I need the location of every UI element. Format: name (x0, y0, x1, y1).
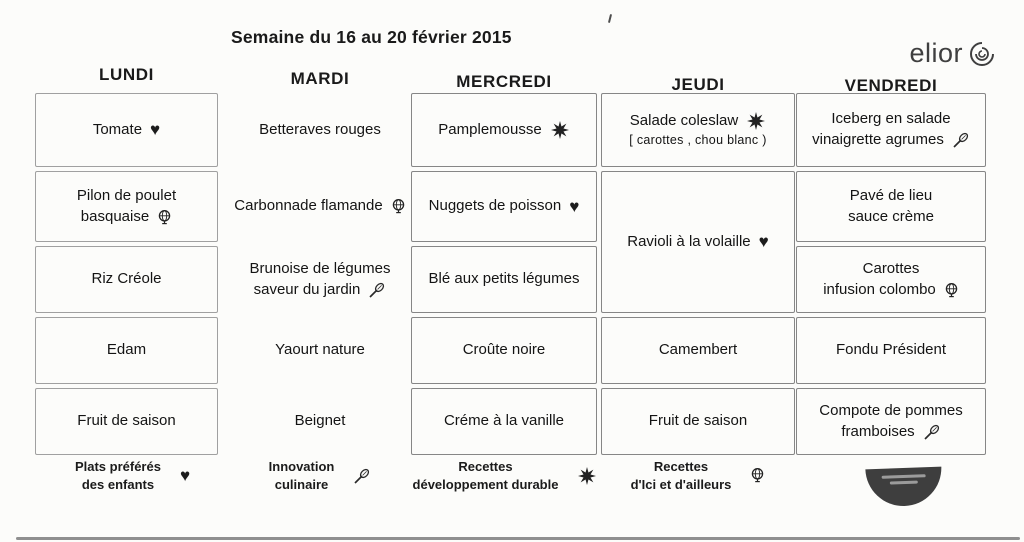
menu-cell (411, 171, 597, 242)
dish-line (250, 259, 391, 280)
dish-text: Tomate (92, 120, 143, 138)
menu-cell (796, 246, 986, 313)
star-icon (577, 466, 597, 486)
menu-cell (411, 388, 597, 455)
menu-cell (796, 171, 986, 242)
dish-line (463, 340, 546, 361)
legend-line: des enfants (81, 476, 155, 492)
dish-text: Pilon de poulet (76, 186, 177, 204)
dish-text: infusion colombo (823, 280, 936, 298)
menu-cell (227, 246, 413, 313)
heart-icon: ♥ (758, 232, 769, 252)
day-header-mardi: MARDI (290, 69, 350, 88)
legend-text (75, 458, 161, 493)
legend-line: culinaire (274, 476, 329, 492)
dish-text: Iceberg en salade (831, 110, 951, 128)
dish-text: Nuggets de poisson (428, 197, 562, 215)
menu-cell (227, 388, 413, 455)
legend-line: d'Ici et d'ailleurs (630, 476, 732, 492)
dish-line (234, 196, 405, 217)
menu-cell (796, 93, 986, 167)
stamp-logo (865, 467, 942, 508)
dish-line (831, 109, 950, 130)
dish-line (627, 232, 769, 253)
heart-icon: ♥ (150, 120, 161, 140)
dish-line (863, 259, 920, 280)
whisk-icon (952, 131, 970, 149)
dish-text: vinaigrette agrumes (812, 131, 944, 148)
menu-cell (411, 246, 597, 313)
whisk-icon (353, 467, 371, 485)
menu-cell (35, 171, 218, 242)
dish-text: Pavé de lieu (849, 186, 933, 204)
legend-line: développement durable (412, 476, 559, 492)
legend-line: Innovation (268, 459, 335, 474)
dish-line (259, 120, 381, 141)
dish-text: Créme à la vanille (443, 412, 565, 430)
dish-text: Ravioli à la volaille (627, 232, 751, 250)
menu-cell (227, 93, 413, 167)
legend-item (40, 458, 225, 493)
dish-line (429, 196, 580, 217)
day-column-vendredi (796, 60, 986, 459)
day-header-vendredi: VENDREDI (844, 76, 938, 95)
globe-icon (391, 198, 406, 214)
whisk-icon (368, 281, 386, 299)
dish-line (841, 422, 940, 443)
dish-text: Fruit de saison (648, 412, 748, 430)
stamp-mark (890, 481, 918, 485)
dish-text: Fruit de saison (77, 412, 176, 430)
dish-text: Camembert (658, 341, 738, 359)
legend-text (631, 458, 732, 493)
globe-icon (157, 209, 172, 225)
menu-cell (796, 388, 986, 455)
dish-text: Blé aux petits légumes (428, 270, 580, 288)
heart-icon: ♥ (569, 196, 580, 216)
dish-text: Yaourt nature (275, 341, 365, 359)
dish-line (438, 120, 569, 141)
dish-line (649, 411, 747, 432)
dish-text: Salade coleslaw (629, 112, 739, 130)
day-header-jeudi: JEUDI (671, 75, 725, 94)
globe-icon (944, 282, 959, 298)
dish-text: Fondu Président (835, 341, 947, 359)
dish-line (444, 411, 564, 432)
menu-cell (35, 93, 218, 167)
dish-line (850, 186, 933, 207)
menu-cell (601, 388, 795, 455)
legend-line: Recettes (653, 459, 709, 474)
menu-cell (35, 317, 218, 384)
star-icon (746, 111, 766, 131)
legend-text (269, 458, 335, 493)
dish-line (254, 280, 387, 301)
dish-text: Brunoise de légumes (249, 259, 391, 277)
menu-cell (35, 388, 218, 455)
dish-line (836, 340, 946, 361)
dish-text: Compote de pommes (819, 401, 963, 419)
dish-line (429, 269, 580, 290)
dish-text: saveur du jardin (253, 280, 361, 298)
dish-line (629, 132, 766, 149)
dish-line (659, 340, 737, 361)
stamp-mark (882, 474, 926, 479)
scan-edge-line (16, 537, 1020, 540)
heart-icon: ♥ (179, 466, 191, 486)
dish-text: framboises (841, 422, 915, 440)
legend-item (608, 458, 788, 493)
menu-cell (601, 171, 795, 313)
dish-text: Riz Créole (91, 270, 162, 288)
menu-cell (35, 246, 218, 313)
dish-line (848, 207, 934, 228)
menu-cell (227, 171, 413, 242)
scan-speck (608, 14, 612, 23)
day-header-lundi: LUNDI (99, 65, 154, 84)
globe-icon (750, 467, 765, 483)
legend-line: Plats préférés (74, 459, 161, 474)
day-header-mercredi: MERCREDI (456, 72, 552, 91)
dish-line (275, 340, 365, 361)
dish-text: Beignet (294, 412, 346, 430)
day-column-lundi (35, 60, 218, 459)
brand-name: elior (909, 38, 963, 68)
day-column-mardi (227, 60, 413, 459)
legend-line: Recettes (458, 459, 513, 474)
dish-text: Carottes (862, 259, 920, 277)
day-column-jeudi (601, 60, 795, 459)
dish-text: [ carottes , chou blanc ) (629, 132, 767, 147)
dish-line (823, 280, 959, 301)
dish-line (91, 269, 161, 290)
dish-line (93, 120, 160, 141)
dish-line (819, 401, 962, 422)
dish-line (630, 111, 766, 132)
star-icon (550, 120, 570, 140)
page-title: Semaine du 16 au 20 février 2015 (231, 27, 512, 47)
dish-line (107, 340, 146, 361)
legend-text (413, 458, 559, 493)
menu-cell (411, 317, 597, 384)
menu-cell (796, 317, 986, 384)
dish-line (77, 411, 175, 432)
dish-line (81, 207, 172, 228)
menu-cell (227, 317, 413, 384)
menu-cell (601, 93, 795, 167)
dish-text: basquaise (80, 207, 150, 225)
day-column-mercredi (411, 60, 597, 459)
dish-text: Croûte noire (462, 341, 546, 359)
dish-text: Pamplemousse (438, 120, 542, 138)
menu-cell (601, 317, 795, 384)
dish-text: Betteraves rouges (259, 120, 381, 138)
dish-text: Carbonnade flamande (234, 197, 383, 215)
dish-text: sauce crème (848, 207, 934, 225)
dish-line (812, 130, 970, 151)
legend-item (410, 458, 600, 493)
legend-item (235, 458, 405, 493)
menu-cell (411, 93, 597, 167)
dish-text: Edam (106, 341, 147, 359)
dish-line (77, 186, 176, 207)
dish-line (295, 411, 346, 432)
whisk-icon (923, 423, 941, 441)
